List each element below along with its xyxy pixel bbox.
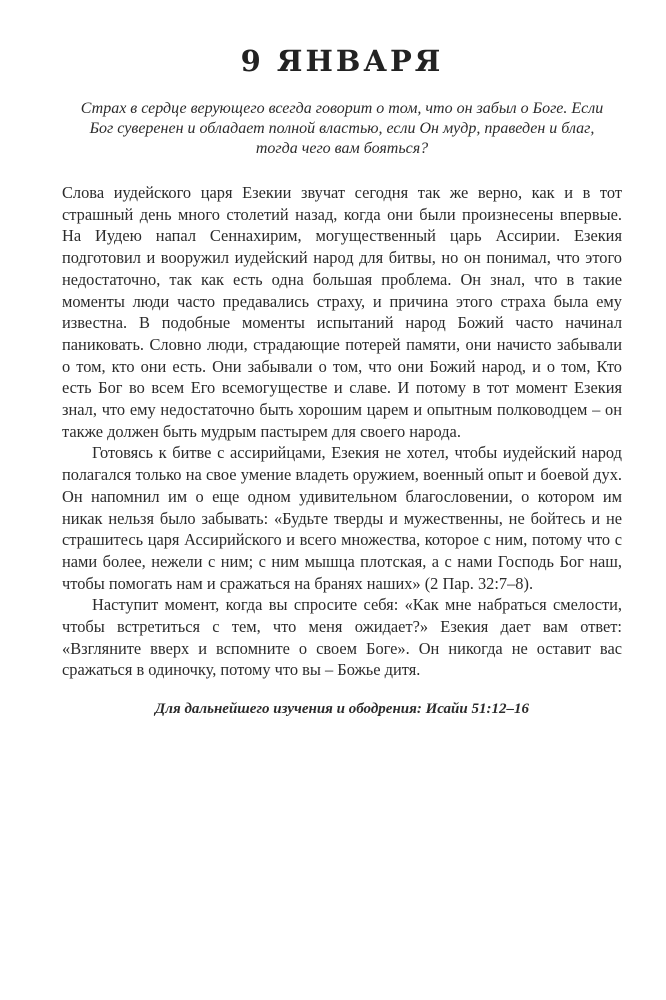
epigraph: Страх в сердце верующего всегда говорит о том, что он забыл о Боге. Если Бог суверенен и обладает полной властью, если Он мудр, праведен и благ, тогда чего вам бояться?	[80, 100, 604, 157]
paragraph-1: Слова иудейского царя Езекии звучат сегодня так же верно, как и в тот страшный день много столетий назад, когда они были произнесены впервые. На Иудею напал Сеннахирим, могущественный царь Ассирии. Езекия подготовил и вооружил иудейский народ для битвы, но он понимал, что этого недостаточно, так как есть одна большая проблема. Он знал, что в такие моменты люди часто предавались страху, и причина этого страха была ему известна. В подобные моменты испытаний народ Божий часто начинал паниковать. Словно люди, страдающие потерей памяти, они начисто забывали о том, кто они есть. Они забывали о том, что они Божий народ, и о том, Кто есть Бог во всем Его всемогуществе и славе. И потому в тот момент Езекия знал, что ему недостаточно быть хорошим царем и опытным полководцем – он также должен быть мудрым пастырем для своего народа.	[62, 183, 622, 441]
page-title: 9 ЯНВАРЯ	[240, 44, 444, 78]
paragraph-2: Готовясь к битве с ассирийцами, Езекия не хотел, чтобы иудейский народ полагался только на свое умение владеть оружием, военный опыт и боевой дух. Он напомнил им о еще одном удивительном благословении, о котором им никак нельзя было забывать: «Будьте тверды и мужественны, не бойтесь и не страшитесь царя Ассирийского и всего множества, которое с ним, потому что с нами более, нежели с ним; с ним мышца плотская, а с нами Господь Бог наш, чтобы помогать нам и сражаться на бранях наших» (2 Пар. 32:7–8).	[62, 443, 622, 593]
body-text	[62, 182, 622, 681]
devotional-page	[62, 44, 622, 718]
paragraph-3: Наступит момент, когда вы спросите себя: «Как мне набраться смелости, чтобы встретиться с тем, что меня ожидает?» Езекия дает вам ответ: «Взгляните вверх и вспомните о своем Боге». Он никогда не оставит вас сражаться в одиночку, потому что вы – Божье дитя.	[62, 595, 622, 680]
further-study-reference: Для дальнейшего изучения и ободрения: Исайи 51:12–16	[155, 701, 529, 718]
